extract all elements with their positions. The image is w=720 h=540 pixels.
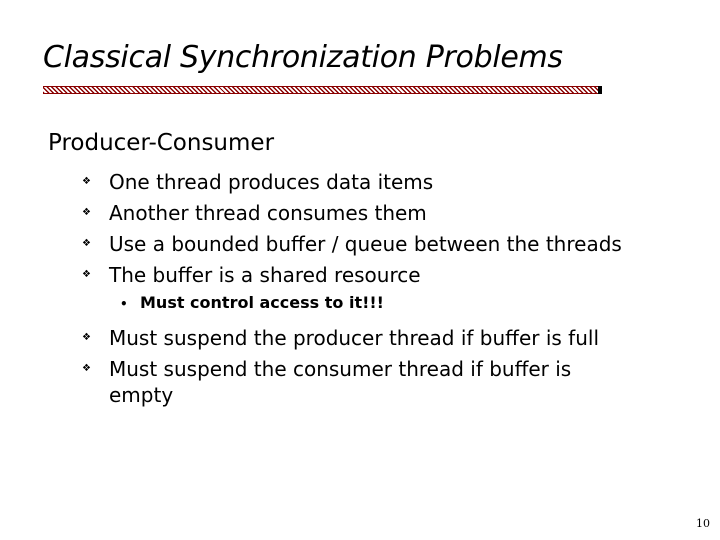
bullet-text: Another thread consumes them [109,200,427,225]
bullet-item [82,259,421,287]
section-heading: Producer-Consumer [48,130,275,156]
bullet-text: Must suspend the producer thread if buffer is full [109,325,600,350]
diamond-bullet-icon: ❖ [82,237,91,249]
diamond-bullet-icon: ❖ [82,175,91,187]
diamond-bullet-icon: ❖ [82,268,91,280]
bullet-item [82,197,427,225]
bullet-text: Must suspend the consumer thread if buffer is [109,356,572,381]
bullet-text: One thread produces data items [109,169,434,194]
diamond-bullet-icon: ❖ [82,206,91,218]
sub-bullet-item [120,290,384,316]
bullet-text-continuation: empty [109,383,174,407]
dot-bullet-icon: • [120,297,128,311]
bullet-item [82,228,622,256]
title-underline-end-cap [598,86,602,94]
sub-bullet-text: Must control access to it!!! [140,293,384,312]
page-number: 10 [696,517,710,530]
slide-title: Classical Synchronization Problems [43,40,563,75]
bullet-text: Use a bounded buffer / queue between the threads [109,231,622,256]
bullet-item [82,353,571,381]
bullet-item [82,322,599,350]
title-underline-rule [43,86,601,94]
diamond-bullet-icon: ❖ [82,331,91,343]
diamond-bullet-icon: ❖ [82,362,91,374]
bullet-item [82,166,433,194]
bullet-text: The buffer is a shared resource [109,262,421,287]
